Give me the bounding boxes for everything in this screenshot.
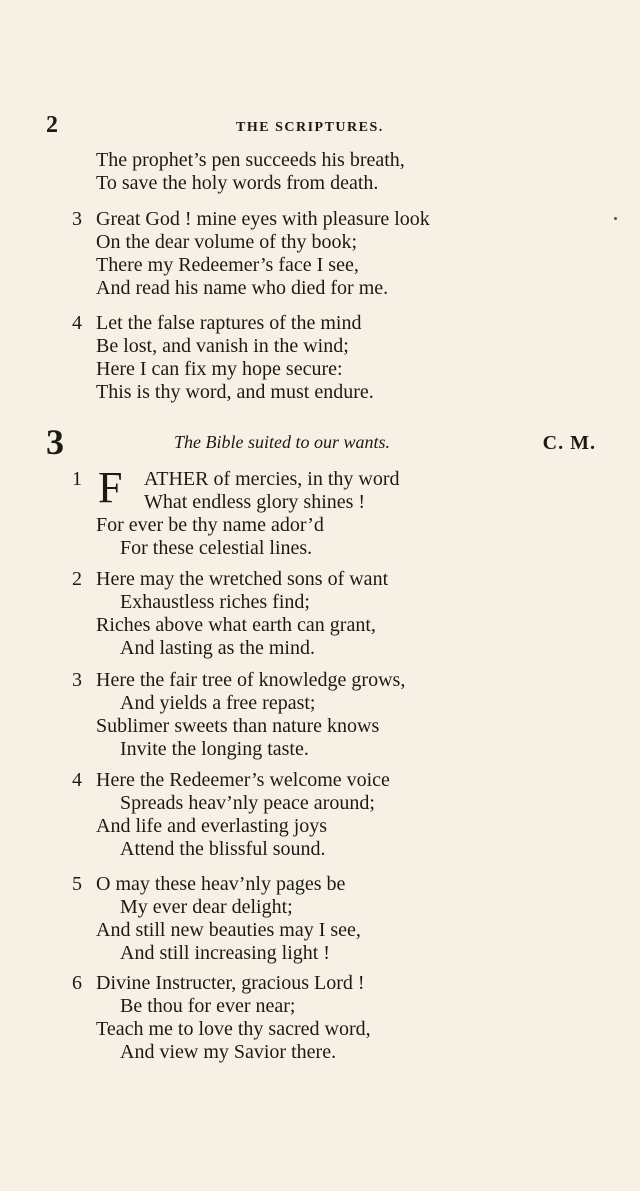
verse-line: ATHER of mercies, in thy word <box>144 468 400 490</box>
hymn-stanza-3 <box>72 669 405 761</box>
verse-line: Here the fair tree of knowledge grows, <box>96 669 406 691</box>
hymn-number: 3 <box>46 422 64 462</box>
verse-line: And life and everlasting joys <box>96 815 328 837</box>
verse-line: And lasting as the mind. <box>120 637 315 659</box>
running-head: THE SCRIPTURES. <box>236 120 384 135</box>
verse-line: And still increasing light ! <box>120 942 330 964</box>
verse-line: For these celestial lines. <box>120 537 313 559</box>
verse-line: The prophet’s pen succeeds his breath, <box>96 149 405 171</box>
verse-line: Let the false raptures of the mind <box>96 312 362 334</box>
verse-line: And read his name who died for me. <box>96 277 389 299</box>
hymn-meter: C. M. <box>542 432 596 454</box>
verse-line: Great God ! mine eyes with pleasure look <box>96 208 430 230</box>
verse-line: Teach me to love thy sacred word, <box>96 1018 371 1040</box>
verse-line: And still new beauties may I see, <box>96 919 361 941</box>
hymn-stanza-4 <box>72 769 390 861</box>
verse-line: And view my Savior there. <box>120 1041 337 1063</box>
verse-line: To save the holy words from death. <box>96 172 379 194</box>
verse-line: My ever dear delight; <box>120 896 293 918</box>
stanza-number: 1 <box>72 468 82 490</box>
verse-line: Attend the blissful sound. <box>120 838 326 860</box>
verse-line: This is thy word, and must endure. <box>96 381 374 403</box>
stanza-number: 2 <box>72 568 82 590</box>
hymn-title: The Bible suited to our wants. <box>174 432 390 452</box>
stanza-4 <box>72 312 374 404</box>
hymn-heading <box>46 424 596 464</box>
verse-line: Invite the longing taste. <box>120 738 309 760</box>
stanza-number: 3 <box>72 669 82 691</box>
verse-line: On the dear volume of thy book; <box>96 231 358 253</box>
page-number: 2 <box>46 112 58 138</box>
print-speck <box>614 217 617 220</box>
verse-line: And yields a free repast; <box>120 692 316 714</box>
hymn-stanza-6 <box>72 972 371 1064</box>
page-header <box>46 112 416 142</box>
verse-line: Here the Redeemer’s welcome voice <box>96 769 390 791</box>
stanza-number: 4 <box>72 312 82 334</box>
stanza-number: 5 <box>72 873 82 895</box>
verse-line: Be lost, and vanish in the wind; <box>96 335 349 357</box>
verse-line: Here I can fix my hope secure: <box>96 358 343 380</box>
verse-line: There my Redeemer’s face I see, <box>96 254 359 276</box>
continued-stanza <box>72 149 405 195</box>
verse-line: Sublimer sweets than nature knows <box>96 715 380 737</box>
verse-line: Be thou for ever near; <box>120 995 296 1017</box>
verse-line: Divine Instructer, gracious Lord ! <box>96 972 365 994</box>
drop-cap: F <box>98 463 123 512</box>
stanza-3 <box>72 208 430 300</box>
hymn-stanza-5 <box>72 873 361 965</box>
verse-line: Riches above what earth can grant, <box>96 614 376 636</box>
verse-line: O may these heav’nly pages be <box>96 873 346 895</box>
hymn-stanza-1-cont <box>72 514 324 560</box>
verse-line: What endless glory shines ! <box>144 491 366 513</box>
hymn-stanza-2 <box>72 568 388 660</box>
verse-line: For ever be thy name ador’d <box>96 514 324 536</box>
stanza-number: 6 <box>72 972 82 994</box>
stanza-number: 4 <box>72 769 82 791</box>
verse-line: Spreads heav’nly peace around; <box>120 792 375 814</box>
stanza-number: 3 <box>72 208 82 230</box>
verse-line: Exhaustless riches find; <box>120 591 310 613</box>
verse-line: Here may the wretched sons of want <box>96 568 389 590</box>
